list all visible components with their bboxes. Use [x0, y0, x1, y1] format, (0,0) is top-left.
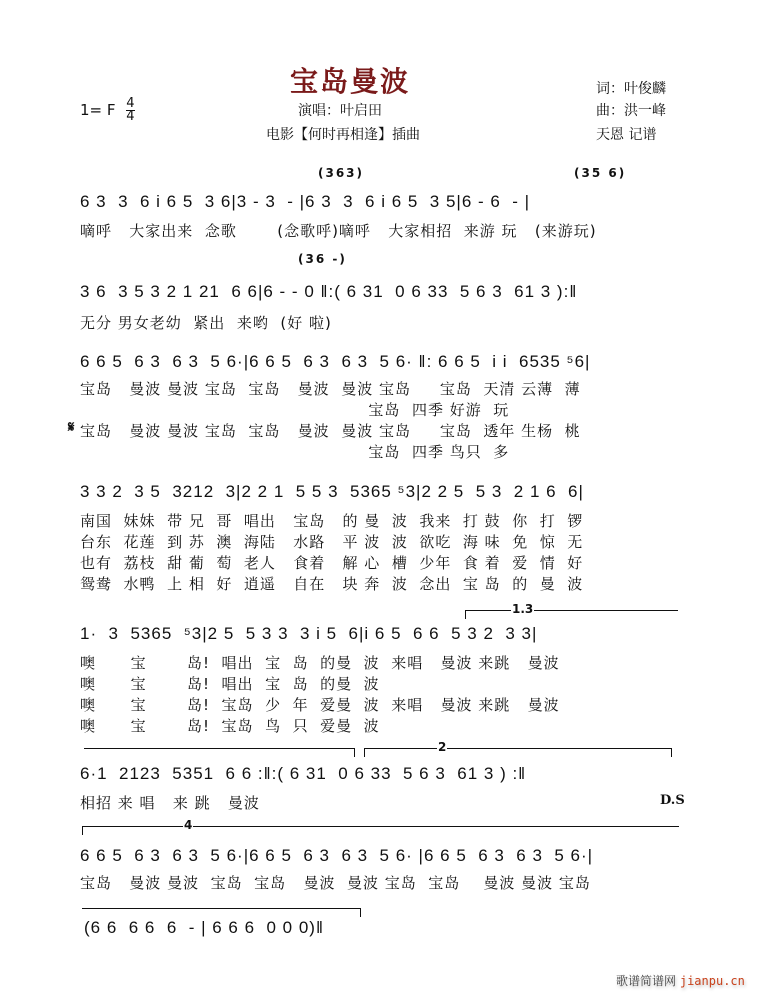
dal-segno-marker: D.S [660, 793, 685, 808]
source-credit: 电影【何时再相逢】插曲 [266, 127, 420, 143]
lyrics-line-3c: 宝岛 曼波 曼波 宝岛 宝岛 曼波 曼波 宝岛 宝岛 透年 生杨 桃 [80, 422, 581, 440]
lyrics-line-2: 无分 男女老幼 紧出 来哟 (好 啦) [80, 314, 332, 332]
lyrics-line-6: 相招 来 唱 来 跳 曼波 [80, 794, 260, 812]
volta-bracket-end [82, 908, 361, 917]
volta-bracket-2: 2 [364, 748, 672, 757]
lyrics-line-5a: 噢 宝 岛! 唱出 宝 岛 的曼 波 来唱 曼波 来跳 曼波 [80, 654, 560, 672]
lyrics-line-5b: 噢 宝 岛! 唱出 宝 岛 的曼 波 [80, 675, 380, 693]
lyricist-credit: 词：叶俊麟 [596, 81, 666, 97]
ossia-notes: (363) (35 6) [318, 166, 627, 180]
volta-bracket-4: 4 [82, 826, 679, 835]
time-signature: $\frac{4}{4}$ [126, 96, 135, 124]
lyrics-line-5d: 噢 宝 岛! 宝岛 鸟 只 爱曼 波 [80, 717, 380, 735]
notation-line-7: 6 6 5 6 3 6 3 5 6·|6 6 5 6 3 6 3 5 6· |6 6 5 6 3 6 3 5 6·| [80, 846, 594, 865]
ossia-notes: (36 -) [298, 252, 347, 266]
notation-line-3: 6 6 5 6 3 6 3 5 6·|6 6 5 6 3 6 3 5 6· ‖: 6 6 5 i i 6535 ⁵6| [80, 352, 591, 371]
lyrics-line-4a: 南国 妹妹 带 兄 哥 唱出 宝岛 的 曼 波 我来 打 鼓 你 打 锣 [80, 512, 584, 530]
lyrics-line-3b: 宝岛 四季 好游 玩 [80, 401, 510, 419]
segno-icon: 𝄋 [68, 418, 75, 436]
notation-line-5: 1· 3 5365 ⁵3|2 5 5 3 3 3 i 5 6|i 6 5 6 6 5 3 2 3 3| [80, 624, 538, 643]
volta-bracket-continuation [84, 748, 355, 757]
key-signature [80, 98, 135, 123]
lyrics-line-5c: 噢 宝 岛! 宝岛 少 年 爱曼 波 来唱 曼波 来跳 曼波 [80, 696, 560, 714]
lyrics-line-4b: 台东 花莲 到 苏 澳 海陆 水路 平 波 波 欲吃 海 味 免 惊 无 [80, 533, 584, 551]
notation-line-8: (6 6 6 6 6 - | 6 6 6 0 0 0)‖ [84, 918, 324, 937]
lyrics-line-4d: 鸳鸯 水鸭 上 相 好 逍遥 自在 块 奔 波 念出 宝 岛 的 曼 波 [80, 575, 584, 593]
key-label: 1= F [80, 101, 116, 119]
composer-credit: 曲：洪一峰 [596, 103, 666, 119]
lyrics-line-1: 嘀呼 大家出来 念歌 (念歌呼)嘀呼 大家相招 来游 玩 (来游玩) [80, 222, 597, 240]
lyrics-line-3d: 宝岛 四季 鸟只 多 [80, 443, 510, 461]
lyrics-line-3a: 宝岛 曼波 曼波 宝岛 宝岛 曼波 曼波 宝岛 宝岛 天清 云薄 薄 [80, 380, 581, 398]
watermark-url: jianpu.cn [679, 974, 745, 988]
song-title: 宝岛曼波 [290, 65, 411, 98]
notation-line-4: 3 3 2 3 5 3212 3|2 2 1 5 5 3 5365 ⁵3|2 2 5 5 3 2 1 6 6| [80, 482, 584, 501]
transcriber-credit: 天恩 记谱 [596, 127, 657, 143]
notation-line-6: 6·1 2123 5351 6 6 :‖:( 6 31 0 6 33 5 6 3 61 3 ) :‖ [80, 764, 527, 783]
notation-line-2: 3 6 3 5 3 2 1 21 6 6|6 - - 0 ‖:( 6 31 0 6 33 5 6 3 61 3 ):‖ [80, 282, 578, 301]
lyrics-line-7: 宝岛 曼波 曼波 宝岛 宝岛 曼波 曼波 宝岛 宝岛 曼波 曼波 宝岛 [80, 874, 591, 892]
volta-bracket-1-3: 1.3 [465, 610, 678, 619]
notation-line-1: 6 3 3 6 i 6 5 3 6|3 - 3 - |6 3 3 6 i 6 5 3 5|6 - 6 - | [80, 192, 531, 211]
watermark [616, 972, 745, 989]
singer-credit: 演唱：叶启田 [298, 103, 382, 119]
lyrics-line-4c: 也有 荔枝 甜 葡 萄 老人 食着 解 心 槽 少年 食 着 爱 情 好 [80, 554, 584, 572]
watermark-text: 歌谱简谱网 [616, 974, 677, 988]
